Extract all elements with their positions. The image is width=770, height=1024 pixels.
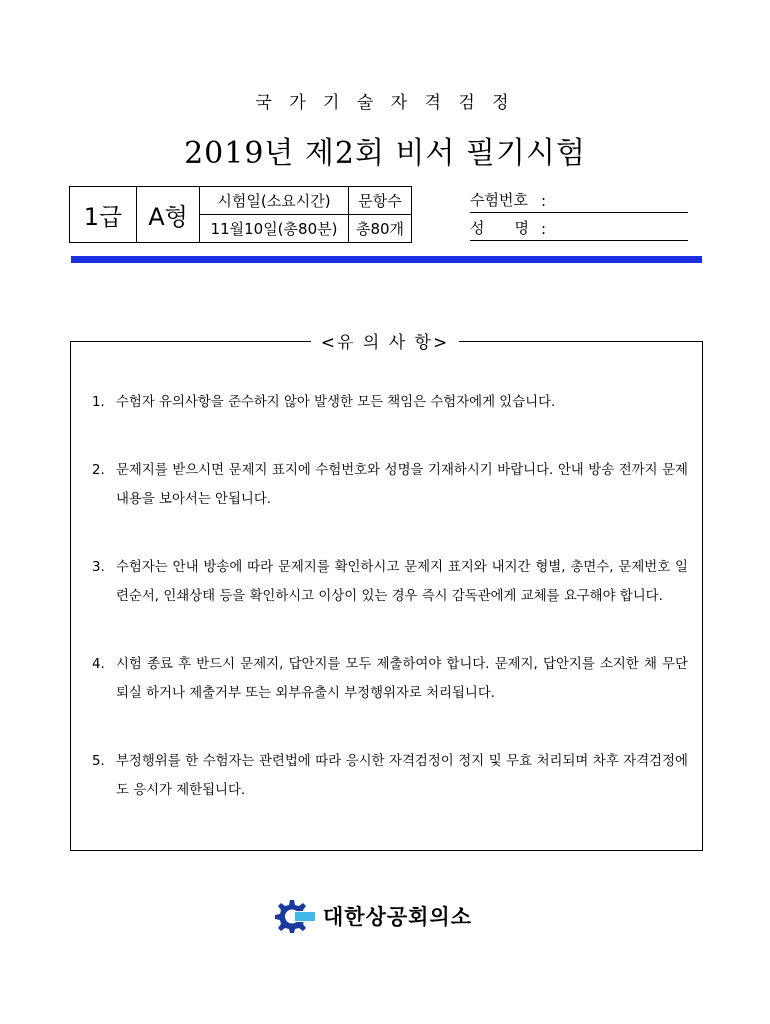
notice-item-number: 1.	[92, 395, 105, 410]
count-label: 문항수	[349, 187, 412, 215]
notice-item	[92, 553, 688, 611]
count-value: 총80개	[349, 215, 412, 243]
notice-title	[0, 328, 770, 353]
date-value: 11월10일(총80분)	[200, 215, 349, 243]
exam-title: 2019년 제2회 비서 필기시험	[184, 136, 586, 171]
exam-number-colon: :	[541, 192, 547, 210]
date-label: 시험일(소요시간)	[200, 187, 349, 215]
notice-item	[92, 388, 688, 417]
name-colon: :	[541, 220, 547, 238]
exam-number-label: 수험번호	[470, 191, 528, 209]
logo-text: 대한상공회의소	[323, 905, 473, 929]
notice-item-number: 2.	[92, 463, 105, 478]
notice-item-number: 4.	[92, 657, 105, 672]
grade-cell: 1급	[70, 187, 137, 243]
notice-title-text: <유 의 사 항>	[311, 333, 459, 353]
notice-item	[92, 747, 688, 805]
name-field	[470, 218, 688, 241]
notice-item	[92, 650, 688, 708]
exam-number-field	[470, 190, 688, 213]
notice-item-text: 시험 종료 후 반드시 문제지, 답안지를 모두 제출하여야 합니다. 문제지, 답안지를 소지한 채 무단퇴실 하거나 제출거부 또는 외부유출시 부정행위자로 처리됩니다.	[116, 657, 688, 701]
notice-list	[92, 388, 688, 805]
type-cell: A형	[137, 187, 200, 243]
name-label: 성 명	[470, 219, 529, 237]
notice-item-text: 수험자 유의사항을 준수하지 않아 발생한 모든 책임은 수험자에게 있습니다.	[116, 395, 556, 410]
notice-item-number: 5.	[92, 754, 105, 769]
notice-item-text: 부정행위를 한 수험자는 관련법에 따라 응시한 자격검정이 정지 및 무효 처리되며 차후 자격검정에도 응시가 제한됩니다.	[116, 754, 688, 798]
notice-item-text: 수험자는 안내 방송에 따라 문제지를 확인하시고 문제지 표지와 내지간 형별, 총면수, 문제번호 일련순서, 인쇄상태 등을 확인하시고 이상이 있는 경우 즉시 감독관에게 교체를 요구해야 합니다.	[116, 560, 688, 604]
chamber-logo	[271, 896, 501, 936]
notice-item	[92, 456, 688, 514]
notice-item-number: 3.	[92, 560, 105, 575]
blue-divider-bar	[71, 256, 702, 263]
organization-heading: 국 가 기 술 자 격 검 정	[255, 93, 515, 113]
exam-info-table	[69, 186, 412, 243]
gear-logo-icon	[271, 897, 315, 935]
notice-item-text: 문제지를 받으시면 문제지 표지에 수험번호와 성명을 기재하시기 바랍니다. 안내 방송 전까지 문제내용을 보아서는 안됩니다.	[116, 463, 688, 507]
